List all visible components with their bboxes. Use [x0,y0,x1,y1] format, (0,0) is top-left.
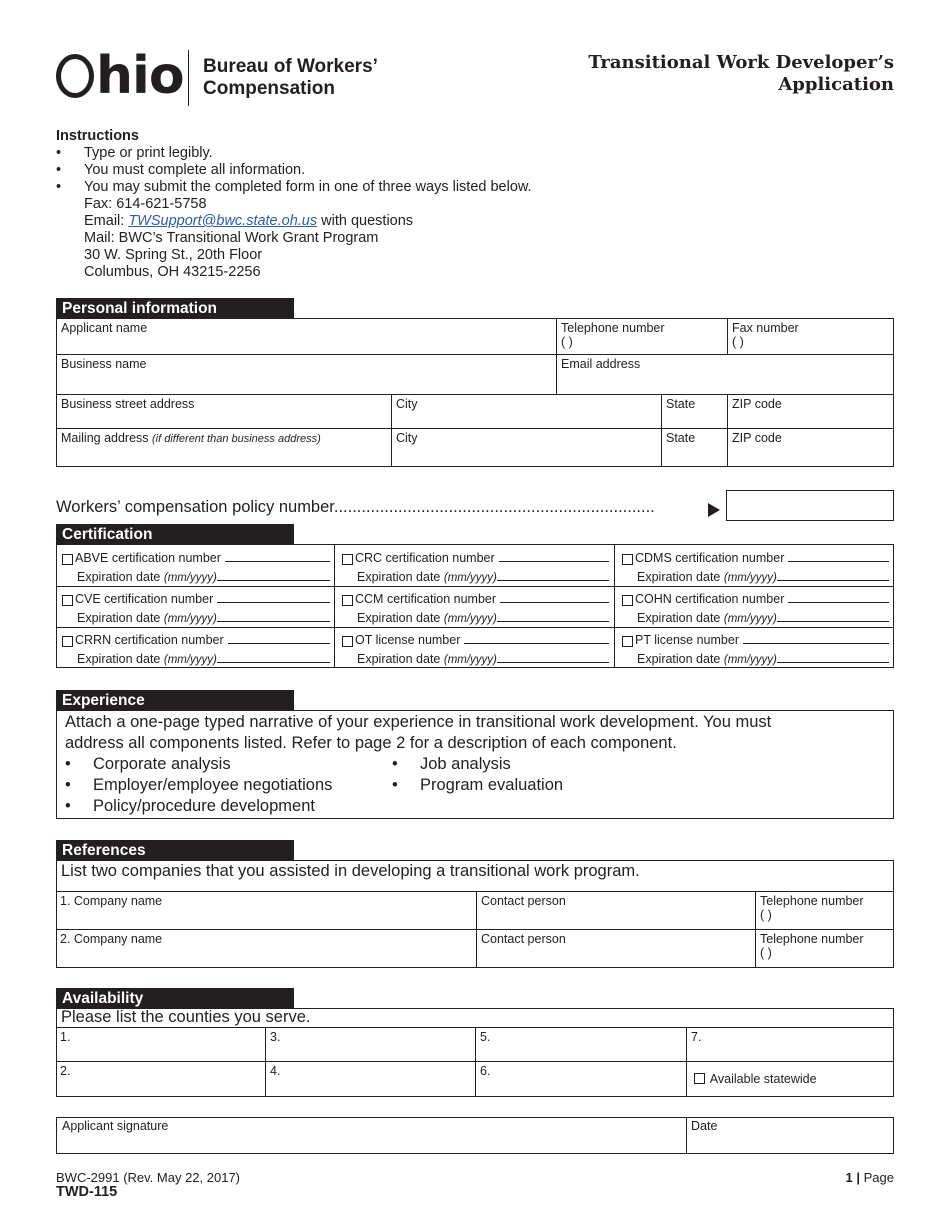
business-street-field[interactable] [56,394,392,429]
certification-number-input[interactable] [500,602,609,603]
certification-label: ABVE certification number [75,551,221,565]
business-zip-field[interactable] [727,394,894,429]
expiration-label: Expiration date [77,652,164,666]
reference-telephone-2-field[interactable] [755,929,894,968]
mail-line-3: Columbus, OH 43215-2256 [84,264,261,280]
expiration-date-input[interactable] [497,662,609,663]
cert-col-divider [614,544,615,668]
telephone-label: Telephone number [760,894,864,908]
expiration-date-input[interactable] [497,621,609,622]
mailing-state-field[interactable] [661,428,728,467]
certification-item [62,631,330,666]
available-statewide-option[interactable] [686,1061,894,1097]
certification-checkbox[interactable] [62,636,73,647]
cert-row-divider [56,586,894,587]
certification-checkbox[interactable] [342,554,353,565]
instruction-item: • Type or print legibly. [56,145,532,162]
certification-number-input[interactable] [225,561,330,562]
instructions [56,128,532,281]
expiration-label: Expiration date [637,570,724,584]
experience-component: • Employer/employee negotiations [65,775,332,796]
instructions-heading: Instructions [56,128,139,144]
expiration-format: (mm/yyyy) [443,654,497,666]
contact-person-label: Contact person [481,894,566,908]
email-prefix: Email: [84,213,129,229]
expiration-label: Expiration date [637,611,724,625]
bureau-line-2: Compensation [203,78,335,99]
certification-checkbox[interactable] [342,595,353,606]
experience-component: • Corporate analysis [65,754,332,775]
business-state-field[interactable] [661,394,728,429]
contact-person-label: Contact person [481,932,566,946]
certification-number-input[interactable] [743,643,889,644]
expiration-label: Expiration date [637,652,724,666]
experience-text [65,712,885,754]
expiration-format: (mm/yyyy) [723,654,777,666]
fax-field[interactable] [727,318,894,355]
references-heading: References [56,840,294,861]
telephone-label: Telephone number [561,321,665,335]
business-name-field[interactable] [56,354,557,395]
street-label: Business street address [61,397,195,411]
instruction-item: • You must complete all information. [56,162,532,179]
page-separator: | [852,1170,864,1185]
mail-line-2: 30 W. Spring St., 20th Floor [84,247,263,263]
form-title [588,52,894,96]
fax-label: Fax number [732,321,799,335]
ohio-logo-text: hio [96,46,184,106]
certification-checkbox[interactable] [62,595,73,606]
county-field-7[interactable] [686,1027,894,1062]
form-title-line-1: Transitional Work Developer’s [588,52,894,73]
county-field-4[interactable] [265,1061,476,1097]
state-label: State [666,397,696,411]
county-number: 1. [60,1030,71,1044]
expiration-date-input[interactable] [777,662,889,663]
certification-label: CRRN certification number [75,633,224,647]
form-title-line-2: Application [778,74,894,95]
county-field-2[interactable] [56,1061,266,1097]
contact-person-1-field[interactable] [476,891,756,930]
county-field-5[interactable] [475,1027,687,1062]
availability-heading: Availability [56,988,294,1009]
zip-label: ZIP code [732,431,782,445]
business-city-field[interactable] [391,394,662,429]
certification-number-input[interactable] [228,643,330,644]
certification-label: CVE certification number [75,592,214,606]
mailing-city-field[interactable] [391,428,662,467]
company-name-label: 1. Company name [60,894,163,908]
applicant-signature-label: Applicant signature [62,1119,169,1133]
certification-checkbox[interactable] [622,595,633,606]
ohio-logo-o-icon [56,54,94,98]
certification-label: PT license number [635,633,739,647]
email-address-field[interactable] [556,354,894,395]
mailing-address-field[interactable] [56,428,392,467]
mailing-label: Mailing address [61,431,153,445]
expiration-label: Expiration date [357,611,444,625]
bureau-name [203,56,378,100]
statewide-checkbox[interactable] [694,1073,705,1084]
expiration-label: Expiration date [77,570,164,584]
business-name-label: Business name [61,357,147,371]
mail-line-1: Mail: BWC’s Transitional Work Grant Program [84,230,379,246]
certification-heading: Certification [56,524,294,545]
email-address-label: Email address [561,357,641,371]
county-field-3[interactable] [265,1027,476,1062]
arrow-right-icon [708,503,720,517]
experience-right-list [392,754,563,796]
certification-label: OT license number [355,633,461,647]
area-code-paren: ( ) [760,908,772,922]
applicant-signature-field[interactable] [56,1117,687,1154]
personal-info-heading: Personal information [56,298,294,319]
contact-person-2-field[interactable] [476,929,756,968]
fax-line: Fax: 614-621-5758 [84,196,207,212]
certification-item [62,549,330,584]
expiration-label: Expiration date [357,570,444,584]
date-label: Date [691,1119,718,1133]
certification-number-input[interactable] [217,602,330,603]
form-number: BWC-2991 (Rev. May 22, 2017) [56,1170,240,1185]
expiration-format: (mm/yyyy) [723,613,777,625]
certification-checkbox[interactable] [342,636,353,647]
county-number: 3. [270,1030,281,1044]
logo-divider [188,50,189,106]
county-number: 6. [480,1064,491,1078]
certification-item [622,549,889,584]
expiration-format: (mm/yyyy) [443,572,497,584]
expiration-format: (mm/yyyy) [163,572,217,584]
company-name-1-field[interactable] [56,891,477,930]
city-label: City [396,397,418,411]
expiration-date-input[interactable] [217,580,330,581]
form-code: TWD-115 [56,1184,118,1200]
email-link[interactable]: TWSupport@bwc.state.oh.us [128,213,318,229]
experience-component: • Policy/procedure development [65,796,332,817]
expiration-date-input[interactable] [217,621,330,622]
zip-label: ZIP code [732,397,782,411]
expiration-date-input[interactable] [217,662,330,663]
references-intro: List two companies that you assisted in developing a transitional work program. [61,862,640,880]
expiration-date-input[interactable] [777,580,889,581]
instruction-item: • You may submit the completed form in one of three ways listed below. [56,179,532,196]
availability-intro: Please list the counties you serve. [61,1008,311,1026]
certification-number-input[interactable] [788,561,889,562]
area-code-paren: ( ) [760,946,772,960]
applicant-name-field[interactable] [56,318,557,355]
certification-checkbox[interactable] [62,554,73,565]
company-name-2-field[interactable] [56,929,477,968]
certification-number-input[interactable] [788,602,889,603]
page-number: 1 [845,1170,853,1185]
county-number: 4. [270,1064,281,1078]
state-label: State [666,431,696,445]
county-number: 2. [60,1064,71,1078]
area-code-paren: ( ) [732,335,744,349]
certification-label: CCM certification number [355,592,497,606]
experience-heading: Experience [56,690,294,711]
county-field-1[interactable] [56,1027,266,1062]
experience-line-2: address all components listed. Refer to page 2 for a description of each component. [65,734,677,752]
certification-checkbox[interactable] [622,636,633,647]
mailing-zip-field[interactable] [727,428,894,467]
reference-telephone-1-field[interactable] [755,891,894,930]
certification-item [622,590,889,625]
statewide-label: Available statewide [709,1072,817,1086]
certification-number-input[interactable] [464,643,609,644]
ohio-logo [56,48,184,104]
policy-number-label: Workers’ compensation policy number...................................................................... [56,498,655,516]
page-indicator [846,1170,894,1185]
expiration-format: (mm/yyyy) [723,572,777,584]
footer-form-info [56,1170,240,1200]
area-code-paren: ( ) [561,335,573,349]
certification-item [342,631,609,666]
telephone-label: Telephone number [760,932,864,946]
expiration-format: (mm/yyyy) [163,654,217,666]
applicant-name-label: Applicant name [61,321,148,335]
expiration-format: (mm/yyyy) [443,613,497,625]
email-line [56,213,532,230]
city-label: City [396,431,418,445]
expiration-format: (mm/yyyy) [163,613,217,625]
expiration-date-input[interactable] [497,580,609,581]
certification-item [62,590,330,625]
certification-item [622,631,889,666]
certification-label: CRC certification number [355,551,495,565]
policy-number-input[interactable] [726,490,894,521]
email-suffix: with questions [317,213,414,229]
company-name-label: 2. Company name [60,932,163,946]
certification-label: COHN certification number [635,592,785,606]
certification-label: CDMS certification number [635,551,785,565]
expiration-date-input[interactable] [777,621,889,622]
county-number: 5. [480,1030,491,1044]
page-word: Page [863,1170,894,1185]
cert-row-divider [56,627,894,628]
expiration-label: Expiration date [357,652,444,666]
certification-checkbox[interactable] [622,554,633,565]
experience-component: • Job analysis [392,754,563,775]
certification-number-input[interactable] [499,561,609,562]
telephone-field[interactable] [556,318,728,355]
experience-left-list [65,754,332,817]
experience-component: • Program evaluation [392,775,563,796]
certification-item [342,549,609,584]
expiration-label: Expiration date [77,611,164,625]
signature-date-field[interactable] [687,1117,894,1154]
bureau-line-1: Bureau of Workers’ [203,56,378,77]
county-number: 7. [691,1030,702,1044]
county-field-6[interactable] [475,1061,687,1097]
cert-col-divider [334,544,335,668]
certification-item [342,590,609,625]
mailing-note: (if different than business address) [152,433,321,445]
experience-line-1: Attach a one-page typed narrative of your experience in transitional work development. You must [65,713,772,731]
